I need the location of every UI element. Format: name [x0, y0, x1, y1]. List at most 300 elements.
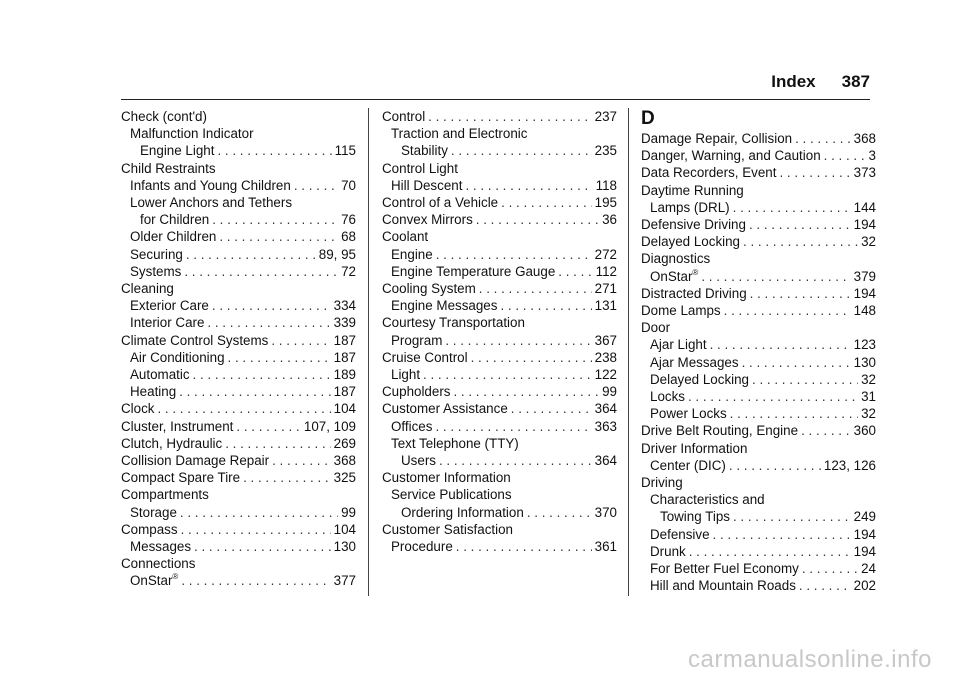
entry-term-text: Ordering Information [401, 504, 524, 520]
entry-term [641, 422, 798, 439]
dot-leader [713, 526, 851, 543]
index-entry[interactable] [641, 457, 876, 474]
dot-leader [733, 508, 851, 525]
index-entry[interactable] [121, 142, 356, 159]
section-letter: D [641, 108, 655, 129]
page-reference[interactable]: 325 [333, 470, 356, 486]
index-entry[interactable] [382, 177, 617, 194]
index-entry[interactable] [382, 418, 617, 435]
index-column-3 [641, 108, 876, 594]
index-entry[interactable] [641, 164, 876, 181]
page-reference[interactable]: 89, 95 [318, 246, 356, 262]
index-entry[interactable] [641, 147, 876, 164]
entry-term [130, 246, 183, 263]
index-entry[interactable] [121, 194, 356, 211]
entry-term-text: Traction and Electronic [391, 126, 528, 142]
dot-leader [479, 280, 592, 297]
page-reference[interactable]: 377 [333, 573, 356, 589]
index-entry[interactable] [121, 555, 356, 572]
page-reference[interactable]: 32 [861, 371, 876, 387]
dot-leader [743, 233, 858, 250]
entry-term [650, 560, 799, 577]
page-reference[interactable]: 269 [333, 435, 356, 451]
index-entry[interactable] [382, 194, 617, 211]
entry-term-text: Older Children [130, 229, 217, 245]
entry-term [130, 228, 216, 245]
entry-term-text: Storage [130, 504, 177, 520]
index-entry[interactable] [121, 280, 356, 297]
entry-term-text: Customer Satisfaction [382, 521, 513, 537]
page-reference[interactable]: 339 [333, 315, 356, 331]
entry-term [121, 281, 174, 296]
entry-term-text: Service Publications [391, 487, 512, 503]
entry-term-text: Offices [391, 418, 433, 434]
index-entry[interactable] [641, 182, 876, 199]
index-entry[interactable] [641, 216, 876, 233]
entry-term [121, 435, 222, 452]
index-entry[interactable] [121, 418, 356, 435]
dot-leader [272, 452, 331, 469]
entry-term-text: Text Telephone (TTY) [391, 435, 519, 451]
index-entry[interactable] [382, 435, 617, 452]
index-entry[interactable] [641, 371, 876, 388]
page-reference[interactable]: 373 [853, 165, 876, 181]
index-entry[interactable] [121, 486, 356, 503]
entry-term [391, 366, 420, 383]
entry-term-text: Compact Spare Tire [121, 470, 241, 486]
index-entry[interactable] [382, 486, 617, 503]
page-reference[interactable]: 104 [333, 521, 356, 537]
entry-term [382, 383, 450, 400]
page-reference[interactable]: 187 [333, 332, 356, 348]
dot-leader [779, 164, 850, 181]
page-reference[interactable]: 194 [853, 217, 876, 233]
entry-term-text: Malfunction Indicator [130, 126, 254, 142]
entry-term-text: Driving [641, 475, 683, 491]
page-reference[interactable]: 364 [594, 453, 617, 469]
entry-term [130, 349, 225, 366]
entry-term-text: Convex Mirrors [382, 212, 473, 228]
dot-leader [236, 418, 301, 435]
index-entry[interactable] [382, 400, 617, 417]
entry-term [641, 147, 821, 164]
dot-leader [802, 560, 858, 577]
dot-leader [749, 216, 851, 233]
dot-leader [180, 504, 338, 521]
dot-leader [558, 263, 592, 280]
entry-term [140, 142, 214, 159]
index-entry[interactable] [641, 336, 876, 353]
page-reference[interactable]: 195 [594, 195, 617, 211]
page-reference[interactable]: 68 [341, 229, 356, 245]
index-entry[interactable] [121, 228, 356, 245]
entry-term-text: Exterior Care [130, 298, 209, 314]
dot-leader [228, 349, 331, 366]
page-reference[interactable]: 368 [333, 453, 356, 469]
entry-term-text: Cooling System [382, 281, 476, 297]
index-entry[interactable] [641, 508, 876, 525]
index-entry[interactable] [382, 521, 617, 538]
page-header [0, 72, 870, 92]
page-reference[interactable]: 361 [594, 539, 617, 555]
entry-term [130, 572, 178, 589]
dot-leader [439, 452, 592, 469]
index-entry[interactable] [641, 319, 876, 336]
entry-term-text: Coolant [382, 229, 429, 245]
entry-term [641, 164, 776, 181]
dot-leader [212, 297, 331, 314]
index-entry[interactable] [382, 366, 617, 383]
watermark: carmanualsonline.info [688, 646, 932, 673]
index-entry[interactable] [382, 125, 617, 142]
page-reference[interactable]: 130 [333, 539, 356, 555]
page-reference[interactable]: 238 [594, 349, 617, 365]
dot-leader [742, 354, 851, 371]
index-entry[interactable] [121, 452, 356, 469]
entry-term [121, 521, 178, 538]
index-entry[interactable] [121, 108, 356, 125]
header-rule [121, 99, 870, 100]
page-reference[interactable]: 334 [333, 298, 356, 314]
page-reference[interactable]: 194 [853, 526, 876, 542]
index-entry[interactable] [641, 354, 876, 371]
entry-term-text: Check (cont'd) [121, 109, 207, 124]
entry-term [650, 336, 707, 353]
page-reference[interactable]: 249 [853, 509, 876, 525]
entry-term [650, 543, 686, 560]
entry-term-text: OnStar [130, 573, 173, 589]
entry-term-text: Cruise Control [382, 349, 468, 365]
entry-term-text: Stability [401, 143, 448, 159]
index-entry[interactable] [382, 280, 617, 297]
index-entry[interactable] [121, 366, 356, 383]
entry-term-text: Lamps (DRL) [650, 199, 730, 215]
entry-term-text: Delayed Locking [650, 371, 750, 387]
page-reference[interactable]: 360 [853, 423, 876, 439]
entry-term [130, 263, 181, 280]
entry-term-text: Control of a Vehicle [382, 195, 499, 211]
index-entry[interactable] [641, 268, 876, 285]
index-entry[interactable] [121, 211, 356, 228]
entry-term [121, 556, 195, 571]
index-entry[interactable] [382, 469, 617, 486]
entry-term [121, 487, 209, 502]
entry-term-text: Locks [650, 389, 685, 405]
index-entry[interactable] [641, 543, 876, 560]
entry-term [641, 216, 746, 233]
dot-leader [186, 246, 316, 263]
page-reference[interactable]: 202 [853, 578, 876, 594]
dot-leader [294, 177, 338, 194]
dot-leader [157, 400, 330, 417]
index-entry[interactable] [641, 302, 876, 319]
entry-term [391, 126, 527, 141]
page-reference[interactable]: 130 [853, 354, 876, 370]
entry-term [130, 126, 254, 141]
dot-leader [795, 130, 851, 147]
entry-term-text: Delayed Locking [641, 234, 741, 250]
page-reference[interactable]: 271 [594, 281, 617, 297]
index-entry[interactable] [382, 228, 617, 245]
entry-term-text: Customer Assistance [382, 401, 508, 417]
entry-term [130, 538, 191, 555]
dot-leader [179, 383, 331, 400]
entry-term-text: Distracted Driving [641, 285, 747, 301]
index-entry[interactable] [382, 108, 617, 125]
index-entry[interactable] [382, 332, 617, 349]
entry-term [382, 315, 525, 330]
registered-mark: ® [692, 267, 699, 277]
entry-term-text: Courtesy Transportation [382, 315, 525, 331]
page-reference[interactable]: 36 [602, 212, 617, 228]
entry-term [641, 251, 710, 266]
page-reference[interactable]: 368 [853, 131, 876, 146]
entry-term [382, 194, 498, 211]
dot-leader [501, 194, 592, 211]
entry-term-text: Danger, Warning, and Caution [641, 148, 821, 164]
entry-term-text: Connections [121, 556, 196, 572]
dot-leader [271, 332, 330, 349]
page-reference[interactable]: 70 [341, 177, 356, 193]
dot-leader [207, 314, 330, 331]
index-entry[interactable] [121, 246, 356, 263]
index-entry[interactable] [121, 521, 356, 538]
dot-leader [799, 577, 851, 594]
entry-term-text: Program [391, 332, 443, 348]
entry-term [121, 161, 216, 176]
index-entry[interactable] [641, 285, 876, 302]
index-entry[interactable] [121, 469, 356, 486]
page-reference[interactable]: 370 [594, 504, 617, 520]
index-entry[interactable] [641, 405, 876, 422]
index-entry[interactable] [382, 297, 617, 314]
page-reference[interactable]: 272 [594, 246, 617, 262]
dot-leader [453, 383, 599, 400]
page-reference[interactable]: 99 [602, 384, 617, 400]
page-reference[interactable]: 123 [853, 337, 876, 353]
index-column-1 [121, 108, 356, 590]
entry-term [382, 280, 476, 297]
entry-term [391, 297, 497, 314]
entry-term-text: Clutch, Hydraulic [121, 435, 223, 451]
entry-term [650, 199, 730, 216]
dot-leader [217, 142, 331, 159]
page-reference[interactable]: 123, 126 [823, 457, 876, 473]
entry-term [130, 366, 190, 383]
entry-term [641, 441, 747, 456]
page-reference[interactable]: 24 [861, 561, 876, 577]
entry-term [391, 246, 433, 263]
page-reference[interactable]: 32 [861, 406, 876, 422]
index-entry[interactable] [121, 125, 356, 142]
dot-leader [689, 543, 851, 560]
index-entry[interactable] [382, 349, 617, 366]
entry-term-text: Messages [130, 539, 192, 555]
page-reference[interactable]: 104 [333, 401, 356, 417]
page-reference[interactable]: 122 [594, 367, 617, 383]
entry-term [401, 142, 448, 159]
dot-leader [194, 538, 331, 555]
page-reference[interactable]: 3 [868, 148, 876, 164]
page-reference[interactable]: 72 [341, 263, 356, 279]
page-reference[interactable]: 144 [853, 199, 876, 215]
dot-leader [801, 422, 851, 439]
entry-term-text: Cleaning [121, 281, 174, 297]
entry-term [130, 314, 204, 331]
page-reference[interactable]: 148 [853, 303, 876, 319]
entry-term [391, 418, 432, 435]
entry-term-text: Daytime Running [641, 182, 744, 198]
index-column-2 [382, 108, 617, 555]
page-reference[interactable]: 31 [861, 389, 876, 405]
entry-term [650, 577, 796, 594]
dot-leader [701, 268, 850, 285]
dot-leader [212, 211, 338, 228]
entry-term [382, 161, 458, 176]
index-entry[interactable] [641, 130, 876, 147]
entry-term [641, 285, 747, 302]
page-reference[interactable]: 118 [595, 177, 617, 193]
index-entry[interactable] [382, 211, 617, 228]
index-entry[interactable] [641, 474, 876, 491]
index-entry[interactable] [121, 314, 356, 331]
dot-leader [688, 388, 858, 405]
index-entry[interactable] [382, 504, 617, 521]
entry-term-text: Hill Descent [391, 177, 463, 193]
entry-term-text: OnStar [650, 268, 693, 284]
index-entry[interactable] [382, 452, 617, 469]
index-entry[interactable] [121, 160, 356, 177]
index-entry[interactable] [382, 246, 617, 263]
index-entry[interactable] [382, 383, 617, 400]
registered-mark: ® [172, 572, 179, 582]
page-reference[interactable]: 187 [333, 384, 356, 400]
dot-leader [225, 435, 330, 452]
entry-term-text: for Children [140, 212, 210, 228]
index-entry[interactable] [121, 349, 356, 366]
index-entry[interactable] [641, 250, 876, 267]
entry-term [641, 302, 721, 319]
index-entry[interactable] [121, 263, 356, 280]
dot-leader [750, 285, 851, 302]
index-entry[interactable] [641, 440, 876, 457]
page-reference[interactable]: 194 [853, 543, 876, 559]
index-entry[interactable] [121, 435, 356, 452]
dot-leader [752, 371, 858, 388]
entry-term-text: Hill and Mountain Roads [650, 578, 796, 594]
entry-term [130, 504, 177, 521]
dot-leader [710, 336, 851, 353]
index-entry[interactable] [121, 177, 356, 194]
page-reference[interactable]: 187 [333, 349, 356, 365]
entry-term-text: Towing Tips [660, 509, 730, 525]
page-reference[interactable]: 107, 109 [303, 418, 356, 434]
index-entry[interactable] [121, 297, 356, 314]
entry-term-text: Data Recorders, Event [641, 165, 777, 181]
index-entry[interactable] [121, 504, 356, 521]
entry-term [401, 504, 524, 521]
page-reference[interactable]: 379 [853, 268, 876, 284]
dot-leader [729, 457, 821, 474]
index-entry[interactable] [382, 263, 617, 280]
entry-term [650, 268, 698, 285]
dot-leader [724, 302, 851, 319]
index-entry[interactable] [641, 560, 876, 577]
entry-term [641, 475, 683, 490]
dot-leader [824, 147, 866, 164]
index-entry[interactable] [641, 491, 876, 508]
entry-term-text: Drive Belt Routing, Engine [641, 423, 799, 439]
entry-term [650, 526, 710, 543]
index-entry[interactable] [382, 314, 617, 331]
page-reference[interactable]: 189 [333, 367, 356, 383]
entry-term-text: Heating [130, 384, 177, 400]
page-reference[interactable]: 194 [853, 285, 876, 301]
index-entry[interactable] [641, 422, 876, 439]
index-entry[interactable] [641, 526, 876, 543]
dot-leader [181, 572, 330, 589]
index-entry[interactable] [382, 160, 617, 177]
page-reference[interactable]: 99 [341, 504, 356, 520]
entry-term [130, 297, 209, 314]
index-entry[interactable] [121, 400, 356, 417]
entry-term [121, 400, 154, 417]
page-reference[interactable]: 131 [594, 298, 617, 314]
entry-term [382, 400, 508, 417]
entry-term-text: Damage Repair, Collision [641, 131, 793, 146]
index-entry[interactable] [121, 383, 356, 400]
entry-term-text: Driver Information [641, 440, 748, 456]
index-entry[interactable] [641, 388, 876, 405]
entry-term-text: Air Conditioning [130, 349, 225, 365]
page-reference[interactable]: 112 [595, 263, 617, 279]
page-reference[interactable]: 76 [341, 212, 356, 228]
index-entry[interactable] [382, 142, 617, 159]
dot-leader [456, 538, 592, 555]
entry-term [382, 229, 428, 244]
column-divider [628, 108, 629, 596]
index-entry[interactable] [121, 538, 356, 555]
entry-term-text: Ajar Light [650, 337, 707, 353]
index-entry[interactable] [641, 199, 876, 216]
index-entry[interactable] [641, 577, 876, 594]
entry-term-text: Engine Light [140, 143, 215, 159]
page-reference[interactable]: 363 [594, 418, 617, 434]
page-reference[interactable]: 32 [861, 234, 876, 250]
entry-term [641, 233, 740, 250]
entry-term-text: Climate Control Systems [121, 332, 269, 348]
page-reference[interactable]: 364 [594, 401, 617, 417]
entry-term-text: Cupholders [382, 384, 451, 400]
entry-term-text: Lower Anchors and Tethers [130, 195, 293, 211]
index-entry[interactable] [641, 233, 876, 250]
entry-term-text: Defensive [650, 526, 710, 542]
index-entry[interactable] [121, 572, 356, 589]
entry-term-text: Customer Information [382, 470, 511, 486]
entry-term-text: For Better Fuel Economy [650, 561, 799, 577]
page-reference[interactable]: 237 [594, 109, 617, 124]
page-reference[interactable]: 235 [594, 143, 617, 159]
dot-leader [181, 521, 331, 538]
entry-term-text: Child Restraints [121, 160, 216, 176]
index-entry[interactable] [382, 538, 617, 555]
index-entry[interactable] [121, 332, 356, 349]
entry-term-text: Infants and Young Children [130, 177, 291, 193]
page-reference[interactable]: 115 [334, 143, 356, 159]
dot-leader [243, 469, 331, 486]
entry-term [391, 436, 519, 451]
page-reference[interactable]: 367 [594, 332, 617, 348]
